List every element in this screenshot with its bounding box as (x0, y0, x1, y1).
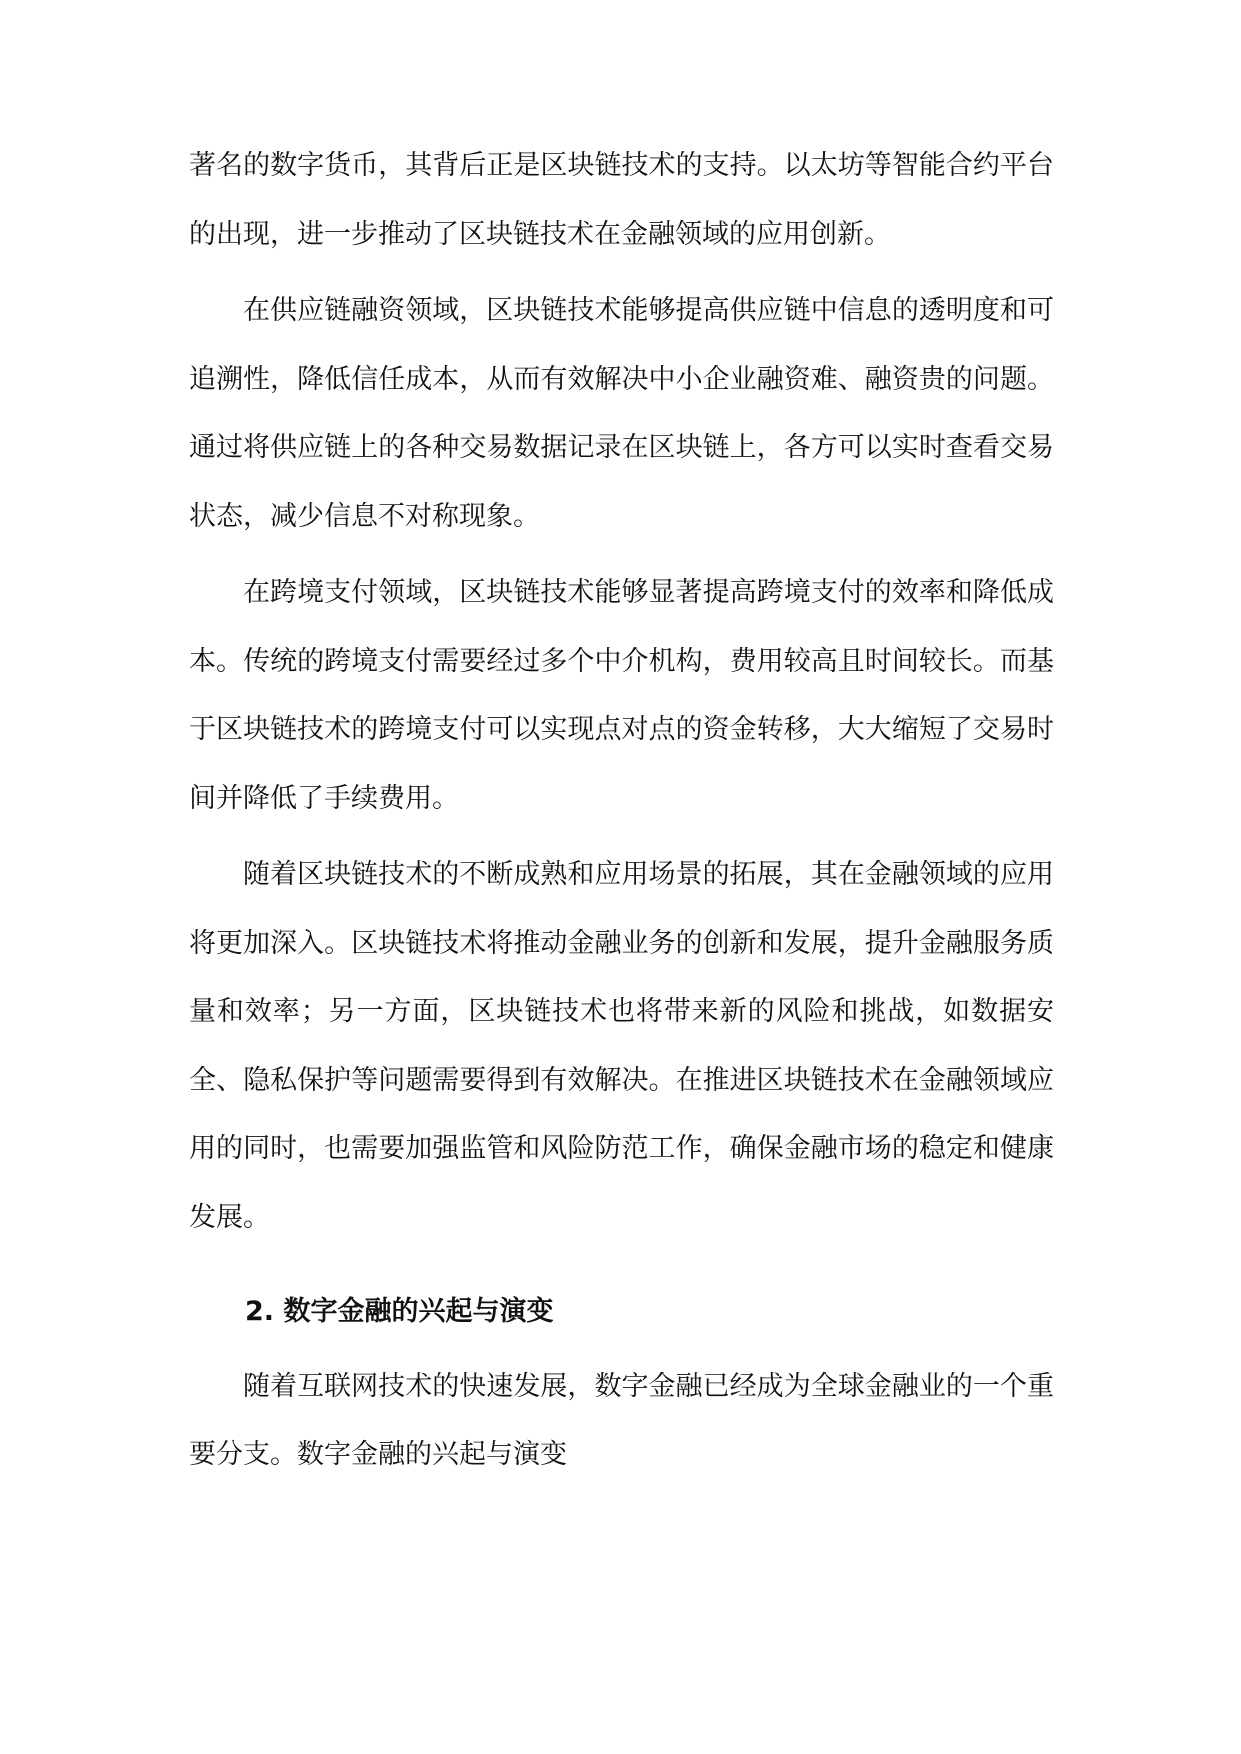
paragraph-supply-chain-finance: 在供应链融资领域，区块链技术能够提高供应链中信息的透明度和可追溯性，降低信任成本，从而有效解决中小企业融资难、融资贵的问题。通过将供应链上的各种交易数据记录在区块链上，各方可以实时查看交易状态，减少信息不对称现象。 (189, 295, 1054, 532)
paragraph-cross-border-payment: 在跨境支付领域，区块链技术能够显著提高跨境支付的效率和降低成本。传统的跨境支付需要经过多个中介机构，费用较高且时间较长。而基于区块链技术的跨境支付可以实现点对点的资金转移，大大缩短了交易时间并降低了手续费用。 (189, 577, 1054, 814)
section-heading: 2. 数字金融的兴起与演变 (245, 1296, 554, 1327)
body-text (189, 132, 1054, 1490)
paragraph-digital-finance-intro: 随着互联网技术的快速发展，数字金融已经成为全球金融业的一个重要分支。数字金融的兴起与演变 (189, 1370, 1054, 1470)
paragraph-continuation: 著名的数字货币，其背后正是区块链技术的支持。以太坊等智能合约平台的出现，进一步推动了区块链技术在金融领域的应用创新。 (189, 150, 1054, 250)
paragraph-outlook: 随着区块链技术的不断成熟和应用场景的拓展，其在金融领域的应用将更加深入。区块链技术将推动金融业务的创新和发展，提升金融服务质量和效率；另一方面，区块链技术也将带来新的风险和挑战，如数据安全、隐私保护等问题需要得到有效解决。在推进区块链技术在金融领域应用的同时，也需要加强监管和风险防范工作，确保金融市场的稳定和健康发展。 (189, 859, 1054, 1233)
